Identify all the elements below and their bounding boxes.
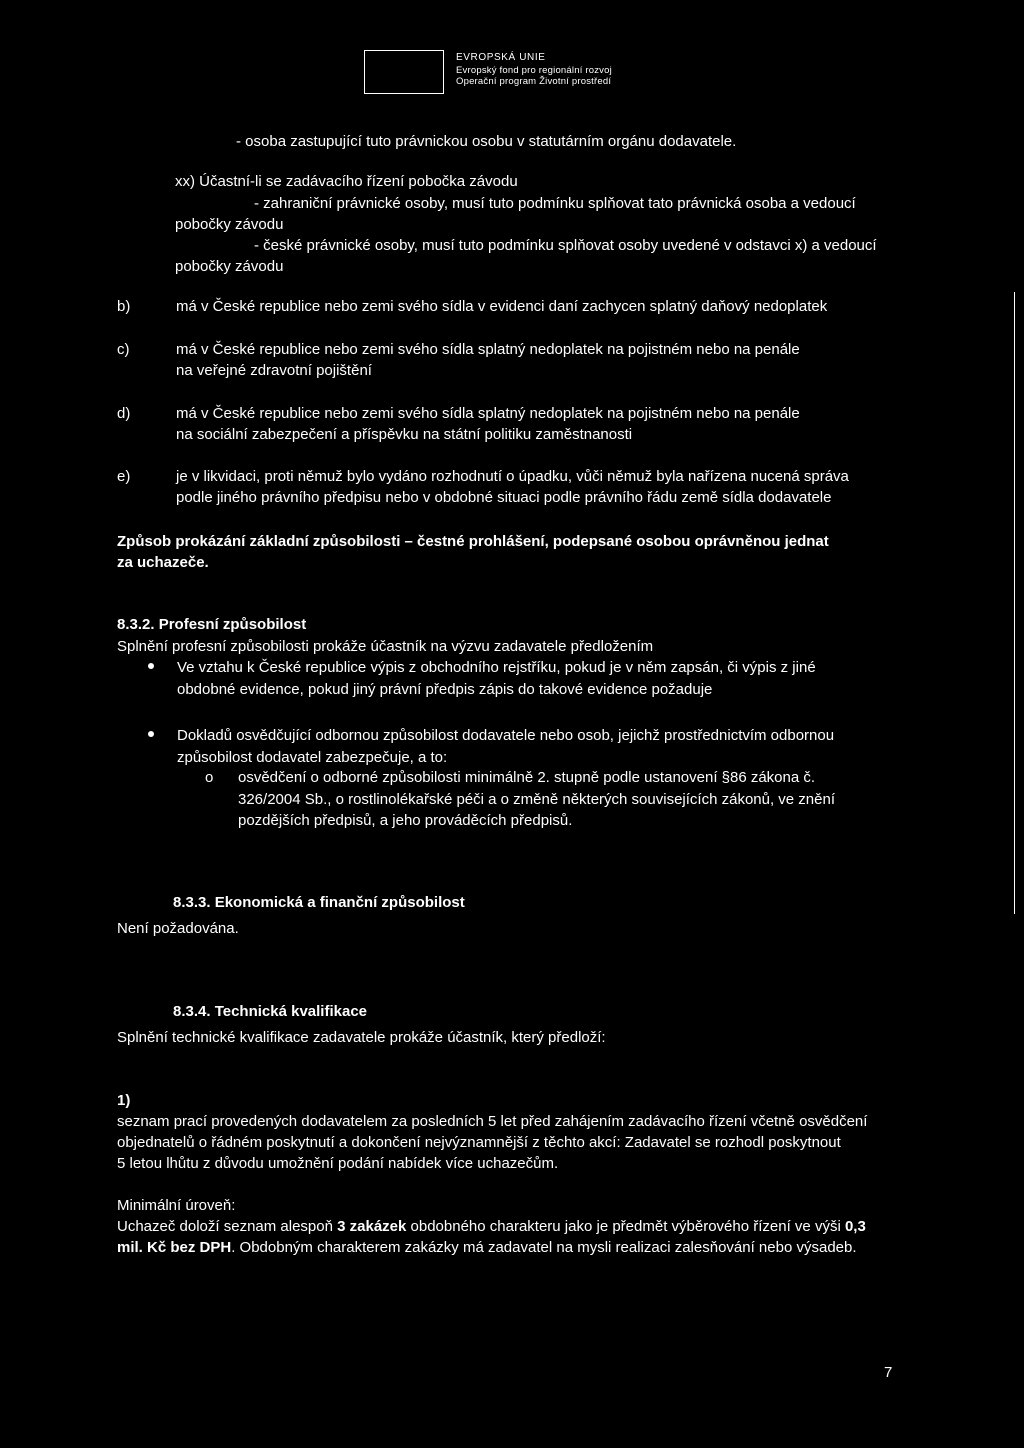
technical-intro: Splnění technické kvalifikace zadavatele prokáže účastník, který předloží: — [117, 1029, 606, 1046]
technical-item-number: 1) — [117, 1092, 131, 1109]
min-value: 0,3 — [844, 1218, 866, 1235]
foreign-line-a: - zahraniční právnické osoby, musí tuto podmínku splňovat tato právnická osoba a vedoucí — [254, 195, 856, 212]
item-c-text-1: má v České republice nebo zemi svého sídla splatný nedoplatek na pojistném nebo na penále — [176, 341, 800, 358]
czech-line-a: - české právnické osoby, musí tuto podmínku splňovat osoby uvedené v odstavci x) a vedoucí — [254, 237, 877, 254]
header-program: Operační program Životní prostředí — [456, 76, 612, 87]
professional-bullet1-line1: Ve vztahu k České republice výpis z obchodního rejstříku, pokud je v něm zapsán, či výpis z jiné — [177, 659, 816, 676]
item-b-label: b) — [117, 298, 131, 315]
item-e-text-1: je v likvidaci, proti němuž bylo vydáno rozhodnutí o úpadku, vůči němuž byla nařízena nucená správa — [176, 468, 849, 485]
czech-line-b: pobočky závodu — [175, 258, 284, 275]
item-d-label: d) — [117, 405, 131, 422]
professional-bullet2-line2: způsobilost dodavatel zabezpečuje, a to: — [177, 749, 448, 766]
technical-p1-line3: 5 letou lhůtu z důvodu umožnění podání nabídek více uchazečům. — [117, 1155, 559, 1172]
item-d-text-2: na sociální zabezpečení a příspěvku na státní politiku zaměstnanosti — [176, 426, 633, 443]
section-8-3-3-heading: 8.3.3. Ekonomická a finanční způsobilost — [173, 894, 465, 911]
professional-sub-line1: osvědčení o odborné způsobilosti minimálně 2. stupně podle ustanovení §86 zákona č. — [238, 769, 816, 786]
professional-sub-line3: pozdějších předpisů, a jeho prováděcích předpisů. — [238, 812, 573, 829]
page-number: 7 — [884, 1364, 893, 1381]
margin-rule — [1014, 292, 1015, 914]
minimum-level-label: Minimální úroveň: — [117, 1197, 236, 1214]
professional-intro: Splnění profesní způsobilosti prokáže účastník na výzvu zadavatele předložením — [117, 638, 654, 655]
item-c-text-2: na veřejné zdravotní pojištění — [176, 362, 372, 379]
foreign-line-b: pobočky závodu — [175, 216, 284, 233]
item-b-text: má v České republice nebo zemi svého sídla v evidenci daní zachycen splatný daňový nedoplatek — [176, 298, 828, 315]
eu-flag-logo — [364, 50, 444, 94]
sub-bullet-marker: o — [205, 769, 214, 786]
item-e-label: e) — [117, 468, 131, 485]
min-text-c: obdobného charakteru jako je předmět výběrového řízení ve výši — [406, 1218, 845, 1235]
item-e-text-2: podle jiného právního předpisu nebo v obdobné situaci podle právního řádu země sídla dodavatele — [176, 489, 832, 506]
bullet-icon — [148, 731, 154, 737]
professional-bullet1-line2: obdobné evidence, pokud jiný právní předpis zápis do takové evidence požaduje — [177, 681, 713, 698]
bullet-icon — [148, 663, 154, 669]
min-count: 3 zakázek — [337, 1218, 407, 1235]
professional-bullet2-line1: Dokladů osvědčující odbornou způsobilost dodavatele nebo osob, jejichž prostřednictvím odbornou — [177, 727, 835, 744]
min-text-a: Uchazeč doloží seznam alespoň — [117, 1218, 338, 1235]
professional-sub-line2: 326/2004 Sb., o rostlinolékařské péči a o změně některých souvisejících zákonů, ve znění — [238, 791, 836, 808]
method-line2: za uchazeče. — [117, 554, 209, 571]
header-eu: EVROPSKÁ UNIE — [456, 52, 546, 63]
item-d-text-1: má v České republice nebo zemi svého sídla splatný nedoplatek na pojistném nebo na penále — [176, 405, 800, 422]
technical-p1-line2: objednatelů o řádném poskytnutí a dokončení nejvýznamnější z těchto akcí: Zadavatel se rozhodl poskytnout — [117, 1134, 841, 1151]
item-c-label: c) — [117, 341, 130, 358]
xx-line: xx) Účastní-li se zadávacího řízení pobočka závodu — [175, 173, 518, 190]
method-line1: Způsob prokázání základní způsobilosti – čestné prohlášení, podepsané osobou oprávněnou jednat — [117, 533, 829, 550]
technical-p1-line1: seznam prací provedených dodavatelem za posledních 5 let před zahájením zadávacího řízení včetně osvědčení — [117, 1113, 868, 1130]
economic-text: Není požadována. — [117, 920, 239, 937]
min-text-d: . Obdobným charakterem zakázky má zadavatel na mysli realizaci zalesňování nebo výsadeb. — [231, 1239, 857, 1256]
minimum-level-line2 — [117, 1237, 857, 1258]
minimum-level-line1 — [117, 1216, 866, 1237]
min-unit: mil. Kč bez DPH — [117, 1239, 232, 1256]
section-8-3-2-heading: 8.3.2. Profesní způsobilost — [117, 616, 307, 633]
section-8-3-4-heading: 8.3.4. Technická kvalifikace — [173, 1003, 368, 1020]
header-fund: Evropský fond pro regionální rozvoj — [456, 65, 612, 76]
intro-line1: - osoba zastupující tuto právnickou osobu v statutárním orgánu dodavatele. — [236, 133, 737, 150]
